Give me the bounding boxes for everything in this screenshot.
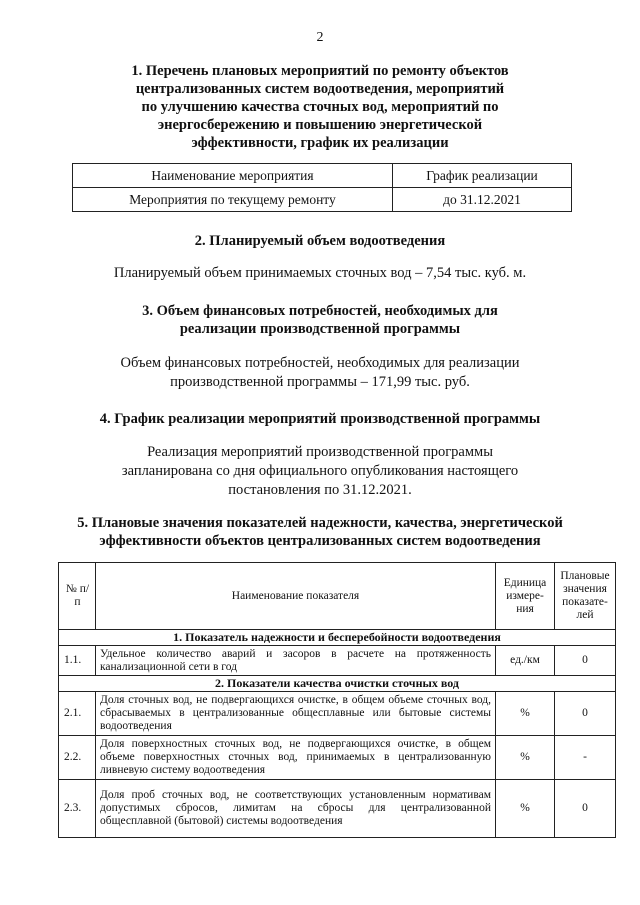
section4-title: 4. График реализации мероприятий производственной программы: [99, 411, 541, 427]
section4-text: [0, 443, 640, 500]
row-value: 0: [555, 646, 616, 676]
header-schedule: График реализации: [393, 164, 572, 188]
header-measure-name: Наименование мероприятия: [73, 164, 393, 188]
group1-title: 1. Показатель надежности и бесперебойности водоотведения: [59, 630, 616, 646]
row-num: 1.1.: [59, 646, 96, 676]
row-num: 2.2.: [59, 736, 96, 780]
row-indicator-name: Доля поверхностных сточных вод, не подвергающихся очистке, в общем объеме поверхностных сточных вод, принимаемых в централизованную ливневую систему водоотведения: [96, 736, 496, 780]
section1-title-line: энергосбережению и повышению энергетической: [157, 117, 483, 133]
row-unit: %: [496, 780, 555, 838]
header-indicator-name: Наименование показателя: [96, 563, 496, 630]
schedule-cell: до 31.12.2021: [393, 188, 572, 212]
section5-title-line: эффективности объектов централизованных систем водоотведения: [99, 533, 541, 549]
section3-title-line: реализации производственной программы: [179, 321, 461, 337]
header-planned-value: Плановые значения показате-лей: [555, 563, 616, 630]
table-row: [59, 736, 616, 780]
row-indicator-name: Удельное количество аварий и засоров в расчете на протяженность канализационной сети в год: [96, 646, 496, 676]
section1-title-line: централизованных систем водоотведения, мероприятий: [135, 81, 505, 97]
header-unit: Единица измере-ния: [496, 563, 555, 630]
section2-text: Планируемый объем принимаемых сточных вод – 7,54 тыс. куб. м.: [113, 265, 527, 281]
section3-text-line: Объем финансовых потребностей, необходимых для реализации: [120, 355, 520, 371]
section1-title-line: 1. Перечень плановых мероприятий по ремонту объектов: [131, 63, 509, 79]
table-row: [59, 692, 616, 736]
section4-text-line: постановления по 31.12.2021.: [228, 482, 412, 498]
table-header-row: [73, 164, 572, 188]
group2-title: 2. Показатели качества очистки сточных вод: [59, 676, 616, 692]
row-indicator-name: Доля сточных вод, не подвергающихся очистке, в общем объеме сточных вод, сбрасываемых в централизованные общесплавные или бытовые системы водоотведения: [96, 692, 496, 736]
row-value: 0: [555, 692, 616, 736]
table-header-row: [59, 563, 616, 630]
row-value: 0: [555, 780, 616, 838]
row-num: 2.3.: [59, 780, 96, 838]
section5-title: [0, 514, 640, 550]
table-section-row: [59, 676, 616, 692]
indicators-table: [58, 562, 616, 838]
section5-title-line: 5. Плановые значения показателей надежности, качества, энергетической: [77, 515, 563, 531]
page-number: 2: [316, 30, 324, 45]
section1-title: [0, 62, 640, 152]
table-row: [59, 780, 616, 838]
section3-text: [0, 354, 640, 392]
row-unit: %: [496, 692, 555, 736]
table-section-row: [59, 630, 616, 646]
measures-table: [72, 163, 572, 212]
section1-title-line: эффективности, график их реализации: [191, 135, 449, 151]
row-value: -: [555, 736, 616, 780]
section3-title-line: 3. Объем финансовых потребностей, необходимых для: [142, 303, 498, 319]
table-row: [59, 646, 616, 676]
measure-name-cell: Мероприятия по текущему ремонту: [73, 188, 393, 212]
header-num: № п/п: [59, 563, 96, 630]
row-num: 2.1.: [59, 692, 96, 736]
section1-title-line: по улучшению качества сточных вод, мероприятий по: [141, 99, 499, 115]
row-indicator-name: Доля проб сточных вод, не соответствующих установленным нормативам допустимых сбросов, лимитам на сбросы для централизованной общесплавной (бытовой) системы водоотведения: [96, 780, 496, 838]
section3-title: [0, 302, 640, 338]
section4-text-line: Реализация мероприятий производственной программы: [147, 444, 493, 460]
section2-title: 2. Планируемый объем водоотведения: [194, 233, 446, 249]
section3-text-line: производственной программы – 171,99 тыс. руб.: [170, 374, 470, 390]
row-unit: ед./км: [496, 646, 555, 676]
section4-text-line: запланирована со дня официального опубликования настоящего: [121, 463, 519, 479]
row-unit: %: [496, 736, 555, 780]
table-row: [73, 188, 572, 212]
